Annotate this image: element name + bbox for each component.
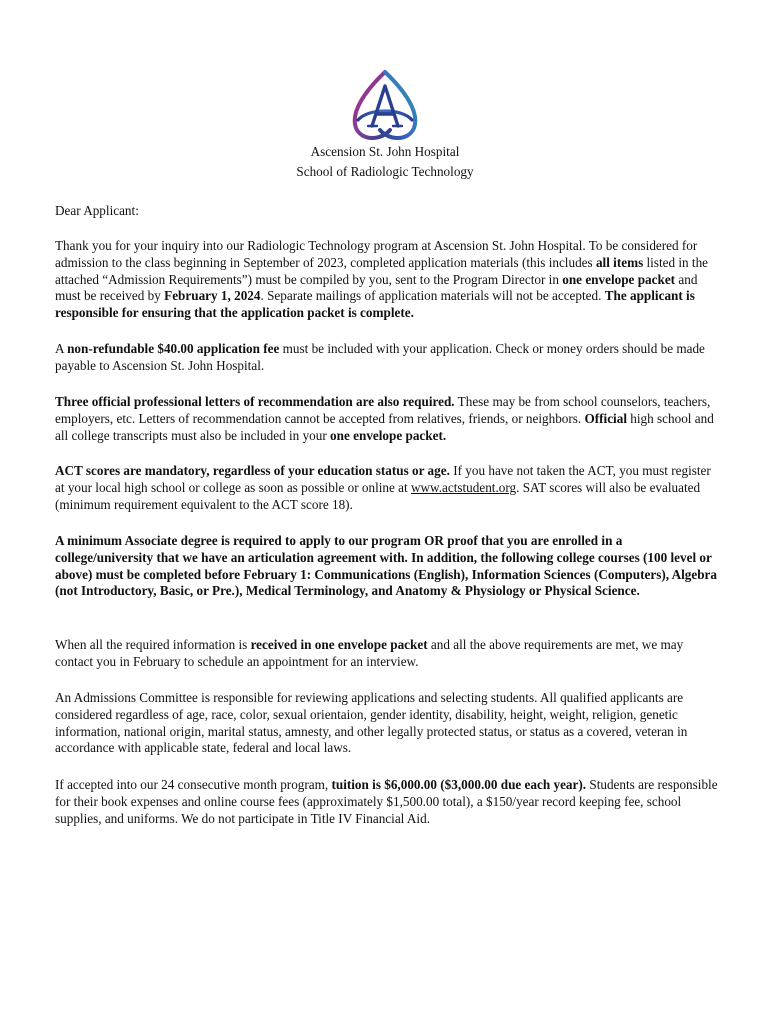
emphasis-text: ACT scores are mandatory, regardless of your education status or age. bbox=[55, 463, 450, 478]
emphasis-text: one envelope packet bbox=[562, 271, 676, 287]
paragraph-fee bbox=[55, 341, 723, 375]
emphasis-text: one envelope packet. bbox=[330, 427, 447, 443]
emphasis-text: Official bbox=[584, 410, 627, 426]
salutation: Dear Applicant: bbox=[55, 203, 139, 218]
text-run: When all the required information is bbox=[55, 637, 251, 652]
emphasis-text: The applicant is responsible for ensuring that the application packet is complete. bbox=[55, 288, 695, 321]
paragraph-recommendations bbox=[55, 394, 723, 444]
text-run: listed in the attached “Admission Requirements”) must be compiled by you, sent to the Program Director in bbox=[55, 254, 709, 287]
paragraph-intro bbox=[55, 238, 723, 322]
text-run: These may be from school counselors, teachers, employers, etc. Letters of recommendation cannot be accepted from relatives, friends, or neighbors. bbox=[55, 394, 711, 426]
school-name: School of Radiologic Technology bbox=[296, 164, 474, 179]
fee-text: non-refundable $40.00 application fee bbox=[67, 341, 280, 356]
text-run: If you have not taken the ACT, you must register at your local high school or college as soon as possible or online at bbox=[55, 463, 711, 495]
text-run: If accepted into our 24 consecutive month program, bbox=[55, 777, 332, 792]
paragraph-interview bbox=[55, 637, 723, 671]
emphasis-text: all items bbox=[595, 254, 644, 270]
paragraph-tuition bbox=[55, 777, 723, 827]
text-run: . Separate mailings of application materials will not be accepted. bbox=[260, 288, 605, 304]
text-run: . SAT scores will also be evaluated (minimum requirement equivalent to the ACT score 18). bbox=[55, 479, 701, 512]
text-run: and must be received by bbox=[55, 271, 698, 304]
text-run: A bbox=[55, 341, 68, 356]
text-run: Students are responsible for their book expenses and online course fees (approximately $1,500.00 total), a $150/year record keeping fee, school supplies, and uniforms. We do not participate in Title IV Financial Aid. bbox=[55, 777, 718, 826]
paragraph-act-scores bbox=[55, 463, 723, 513]
ascension-trinity-logo-icon bbox=[346, 68, 424, 144]
text-run: Thank you for your inquiry into our Radiologic Technology program at Ascension St. John Hospital. To be considered for admission to the class beginning in September of 2023, completed application materials (this includes bbox=[55, 238, 698, 270]
text-run: An Admissions Committee is responsible for reviewing applications and selecting students. All qualified applicants are considered regardless of age, race, color, sexual orientaion, gender identity, disability, height, weight, religion, genetic information, national origin, marital status, amnesty, and other legally protected status, or status as a covered, veteran in accordance with applicable state, federal and local laws. bbox=[55, 690, 688, 756]
text-run: must be included with your application. Check or money orders should be made payable to Ascension St. John Hospital. bbox=[55, 341, 705, 373]
text-run: high school and all college transcripts must also be included in your bbox=[55, 410, 714, 443]
emphasis-text: A minimum Associate degree is required to apply to our program OR proof that you are enrolled in a college/university that we have an articulation agreement with. In addition, the following college courses (100 level or above) must be completed before February 1: Communications (English), Information Sciences (Computers), Algebra (not Introductory, Basic, or Pre.), Medical Terminology, and Anatomy & Physiology or Physical Science. bbox=[55, 533, 718, 599]
emphasis-text: received in one envelope packet bbox=[250, 637, 428, 652]
emphasis-text: Three official professional letters of recommendation are also required. bbox=[55, 394, 455, 409]
text-run: and all the above requirements are met, we may contact you in February to schedule an appointment for an interview. bbox=[55, 637, 684, 669]
actstudent-link[interactable]: www.actstudent.org bbox=[411, 479, 517, 495]
tuition-text: tuition is $6,000.00 ($3,000.00 due each year). bbox=[331, 777, 587, 792]
paragraph-admissions-committee bbox=[55, 690, 723, 757]
hospital-name: Ascension St. John Hospital bbox=[310, 144, 460, 159]
deadline-date: February 1, 2024 bbox=[164, 288, 261, 304]
letterhead bbox=[0, 142, 770, 182]
paragraph-degree-requirements bbox=[55, 533, 723, 600]
